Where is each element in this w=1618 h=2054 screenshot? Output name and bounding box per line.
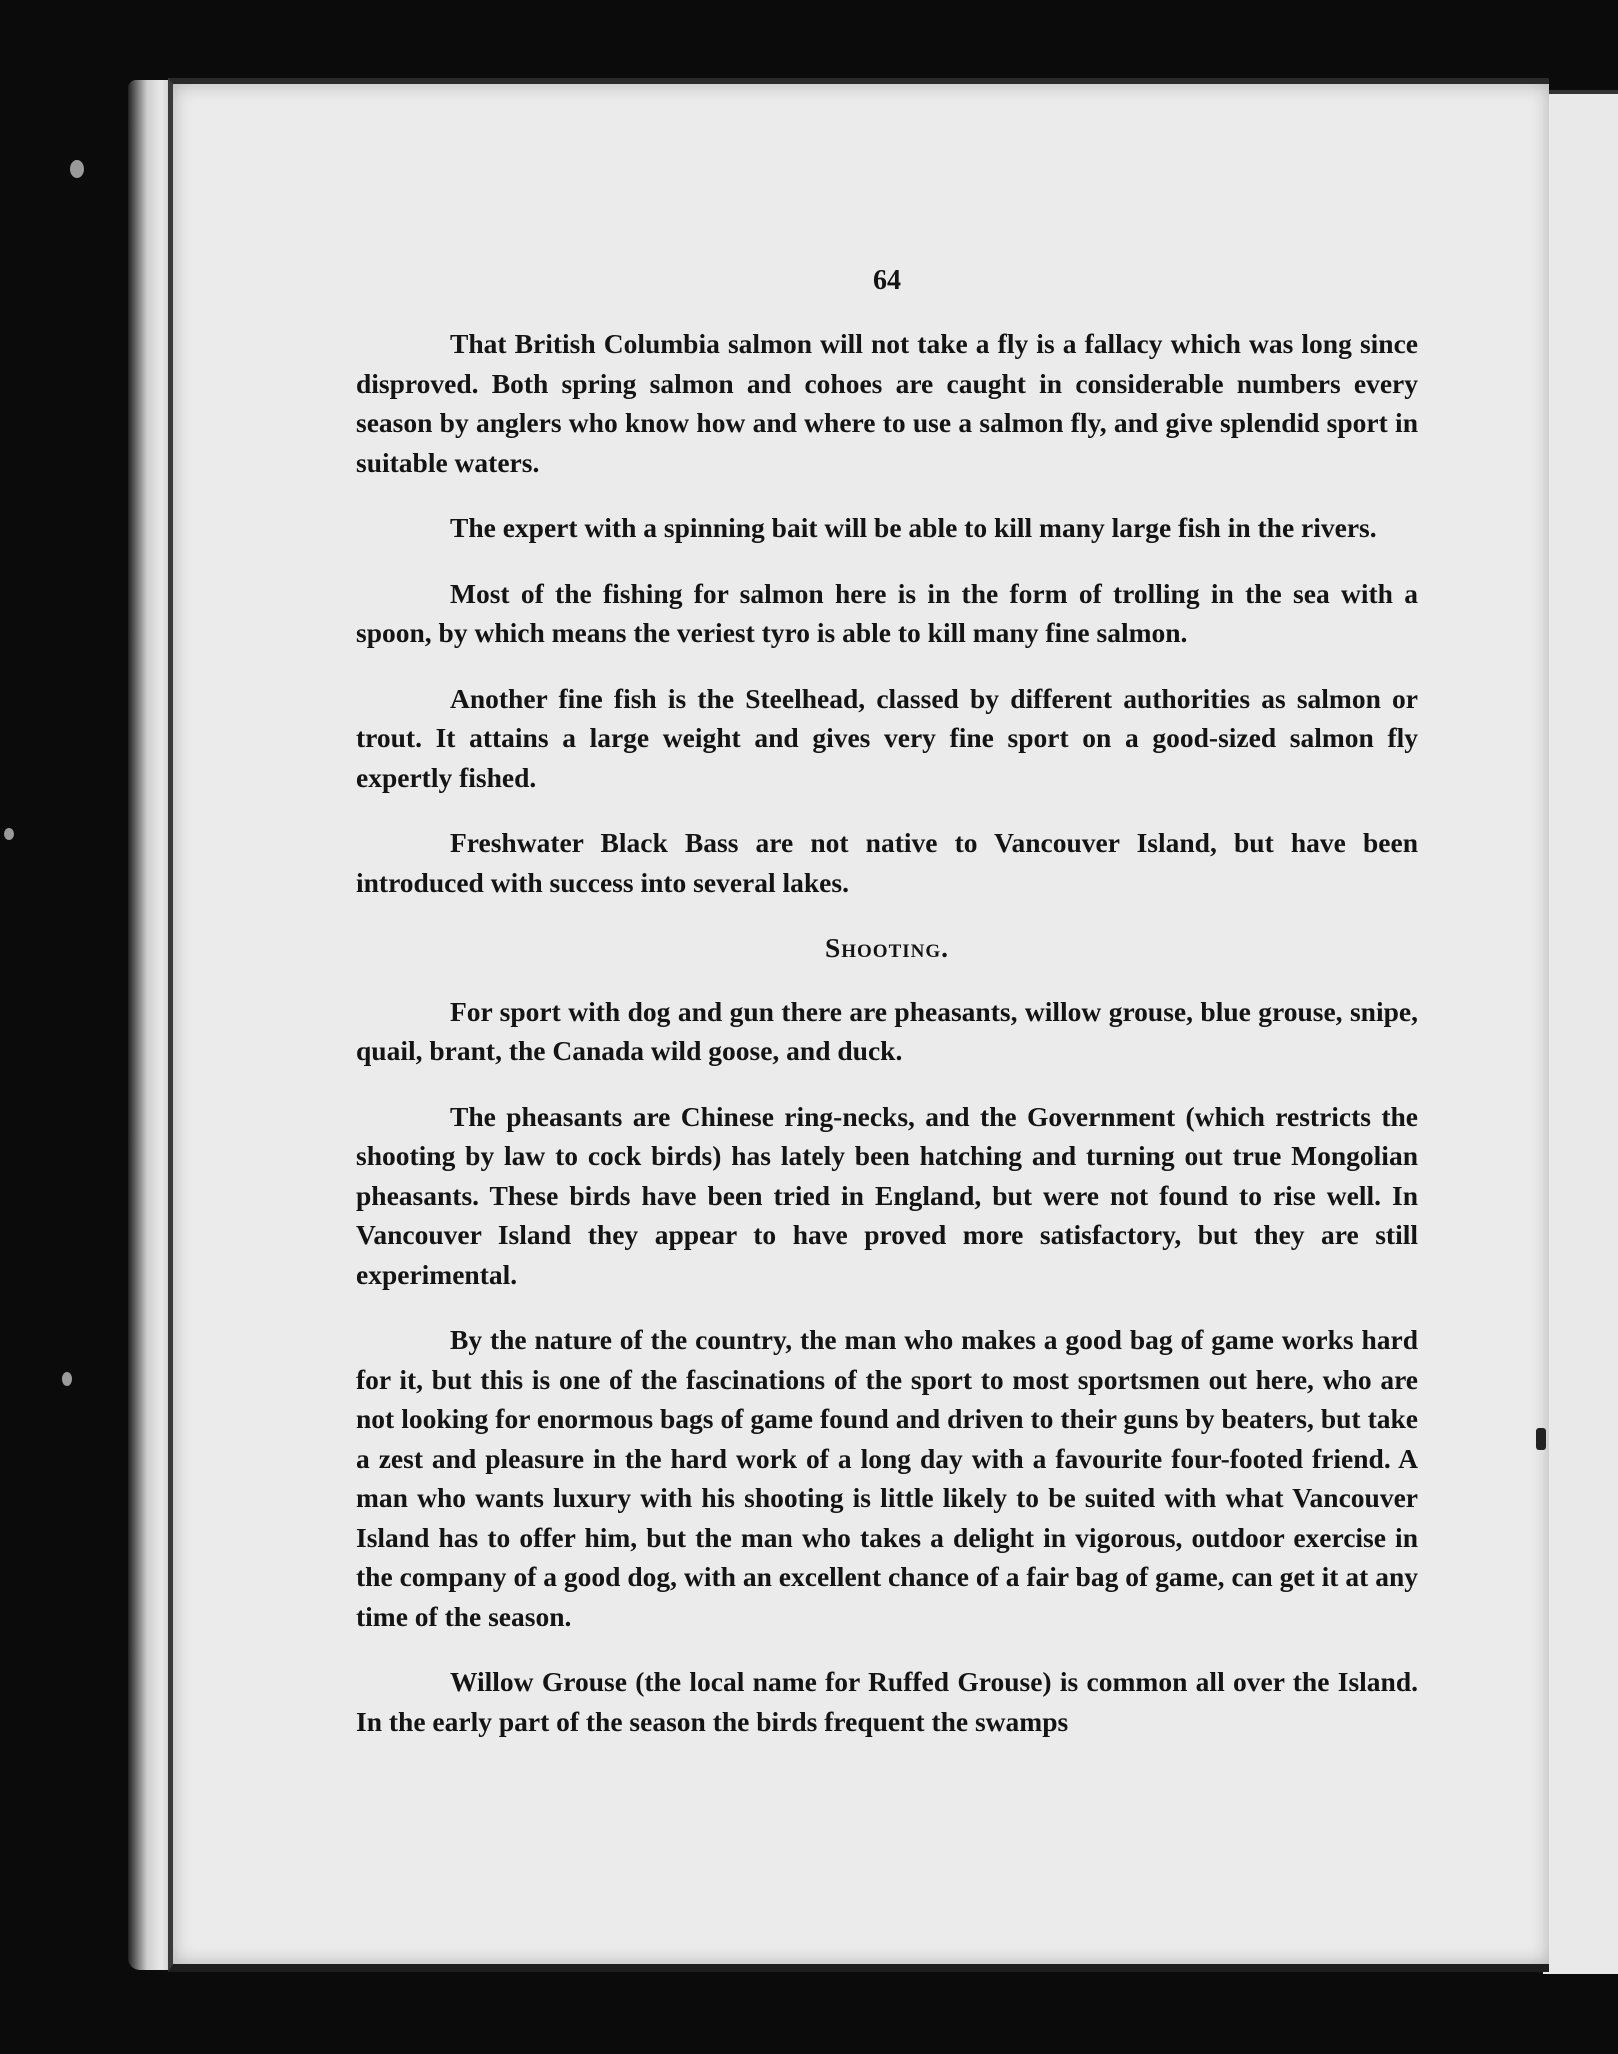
paragraph-black-bass: Freshwater Black Bass are not native to Vancouver Island, but have been introduced with success into several lakes. <box>356 827 1418 898</box>
paragraph-spinning-bait: The expert with a spinning bait will be able to kill many large fish in the rivers. <box>450 512 1377 543</box>
paragraph-salmon-fly: That British Columbia salmon will not take a fly is a fallacy which was long since disproved. Both spring salmon and cohoes are caught in considerable numbers every season by anglers who know how and where to use a salmon fly, and give splendid sport in suitable waters. <box>356 328 1418 478</box>
speck <box>62 1372 72 1386</box>
section-heading-shooting: Shooting. <box>824 932 950 963</box>
facing-page-edge <box>1538 90 1618 1974</box>
page-text <box>356 264 1418 1767</box>
paragraph-steelhead: Another fine fish is the Steelhead, classed by different authorities as salmon or trout. It attains a large weight and gives very fine sport on a good-sized salmon fly expertly fished. <box>356 682 1418 793</box>
paragraph-trolling: Most of the fishing for salmon here is in the form of trolling in the sea with a spoon, by which means the veriest tyro is able to kill many fine salmon. <box>356 577 1418 648</box>
speck <box>70 160 84 178</box>
paragraph-pheasants: The pheasants are Chinese ring-necks, and the Government (which restricts the shooting by law to cock birds) has lately been hatching and turning out true Mongolian pheasants. These birds have been tried in England, but were not found to rise well. In Vancouver Island they appear to have proved more satisfactory, but they are still experimental. <box>356 1100 1418 1290</box>
paragraph-nature-of-country: By the nature of the country, the man who makes a good bag of game works hard for it, but this is one of the fascinations of the sport to most sportsmen out here, who are not looking for enormous bags of game found and driven to their guns by beaters, but take a zest and pleasure in the hard work of a long day with a favourite four-footed friend. A man who wants luxury with his shooting is little likely to be suited with what Vancouver Island has to offer him, but the man who takes a delight in vigorous, outdoor exercise in the company of a good dog, with an excellent chance of a fair bag of game, can get it at any time of the season. <box>356 1324 1418 1632</box>
speck <box>4 828 14 840</box>
paragraph-willow-grouse: Willow Grouse (the local name for Ruffed Grouse) is common all over the Island. In the early part of the season the birds frequent the swamps <box>356 1666 1418 1737</box>
speck <box>1536 1428 1546 1450</box>
page-number: 64 <box>873 265 901 296</box>
paragraph-dog-and-gun: For sport with dog and gun there are pheasants, willow grouse, blue grouse, snipe, quail, brant, the Canada wild goose, and duck. <box>356 995 1418 1066</box>
